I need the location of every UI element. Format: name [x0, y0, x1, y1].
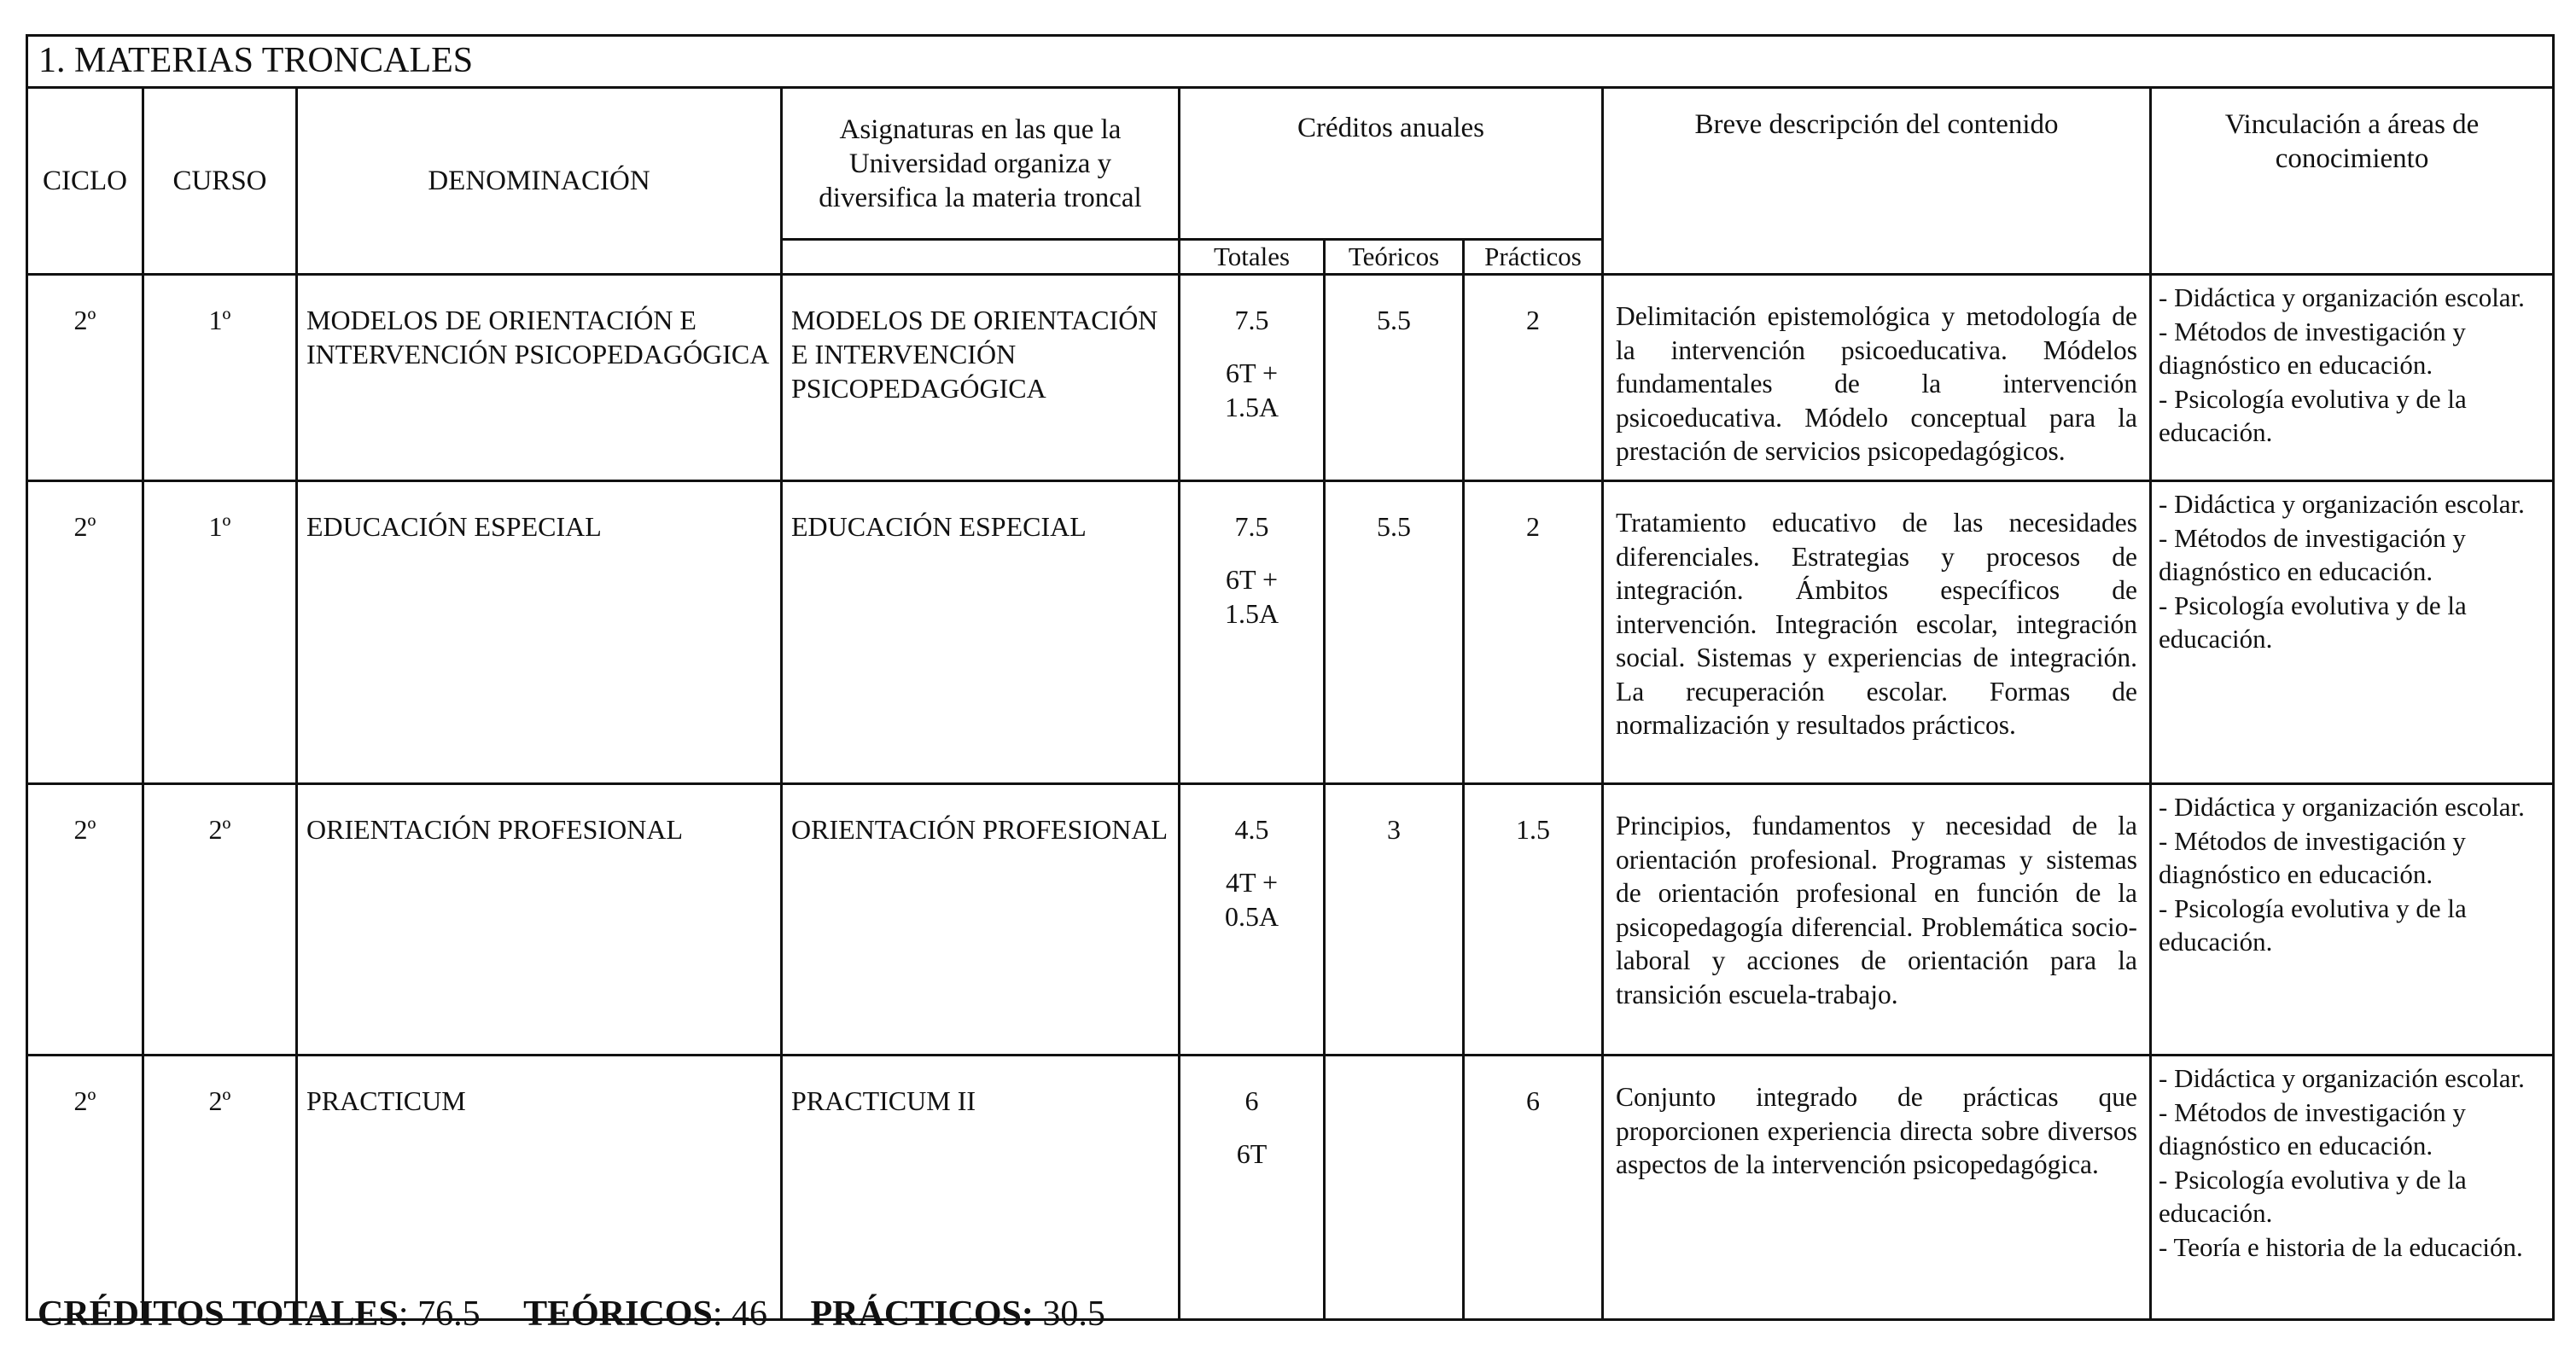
totales-value: 4.5 [1234, 814, 1269, 845]
document-page [26, 34, 2552, 1321]
curso-cell: 1º [143, 275, 297, 481]
ciclo-cell: 2º [27, 1056, 143, 1320]
denominacion-cell: ORIENTACIÓN PROFESIONAL [297, 784, 782, 1056]
header-totales: Totales [1180, 240, 1325, 275]
area-item: - Psicología evolutiva y de la educación. [2159, 1164, 2467, 1228]
ciclo-cell: 2º [27, 784, 143, 1056]
area-item: - Métodos de investigación y diagnóstico en educación. [2159, 825, 2466, 889]
header-teoricos: Teóricos [1325, 240, 1464, 275]
asignatura-cell: ORIENTACIÓN PROFESIONAL [782, 784, 1180, 1056]
teoricos-total-label: TEÓRICOS [523, 1294, 713, 1334]
totals-line [38, 1293, 1139, 1335]
area-item: - Métodos de investigación y diagnóstico en educación. [2159, 1096, 2466, 1160]
denominacion-cell: PRACTICUM [297, 1056, 782, 1320]
totales-detail-2: 0.5A [1224, 901, 1279, 932]
teoricos-total [523, 1294, 767, 1334]
practicos-cell: 2 [1464, 481, 1603, 784]
totales-detail-1: 4T + [1225, 867, 1278, 898]
section-title: 1. MATERIAS TRONCALES [27, 36, 2554, 88]
practicos-total [811, 1294, 1105, 1334]
header-row [27, 88, 2554, 240]
creditos-totales-value: : 76.5 [398, 1294, 481, 1334]
practicos-total-value: 30.5 [1033, 1294, 1105, 1334]
area-item: - Didáctica y organización escolar. [2159, 282, 2525, 312]
totales-cell [1180, 275, 1325, 481]
materias-table [26, 34, 2555, 1321]
teoricos-total-value: : 46 [712, 1294, 767, 1334]
area-item: - Psicología evolutiva y de la educación. [2159, 590, 2467, 654]
header-ciclo: CICLO [27, 88, 143, 275]
denominacion-cell: EDUCACIÓN ESPECIAL [297, 481, 782, 784]
descripcion-cell: Principios, fundamentos y necesidad de la orientación profesional. Programas y sistemas de orientación profesional en función de la psicopedagogía diferencial. Problemática socio-laboral y acciones de orientación para la transición escuela-trabajo. [1603, 784, 2151, 1056]
practicos-cell: 1.5 [1464, 784, 1603, 1056]
totales-value: 6 [1244, 1085, 1259, 1116]
area-item: - Psicología evolutiva y de la educación. [2159, 383, 2467, 447]
header-asignaturas: Asignaturas en las que la Universidad organiza y diversifica la materia troncal [782, 88, 1180, 240]
denominacion-cell: MODELOS DE ORIENTACIÓN E INTERVENCIÓN PSICOPEDAGÓGICA [297, 275, 782, 481]
table-row [27, 275, 2554, 481]
creditos-totales-label: CRÉDITOS TOTALES [38, 1294, 399, 1334]
totales-detail-1: 6T [1236, 1138, 1268, 1169]
table-row [27, 481, 2554, 784]
area-item: - Didáctica y organización escolar. [2159, 1063, 2525, 1093]
practicos-total-label: PRÁCTICOS: [810, 1294, 1034, 1334]
totales-cell [1180, 1056, 1325, 1320]
header-vinculacion: Vinculación a áreas de conocimiento [2151, 88, 2554, 275]
practicos-cell: 2 [1464, 275, 1603, 481]
teoricos-cell: 3 [1325, 784, 1464, 1056]
areas-cell [2151, 275, 2554, 481]
totales-detail-2: 1.5A [1224, 392, 1279, 422]
totales-cell [1180, 481, 1325, 784]
header-denominacion: DENOMINACIÓN [297, 88, 782, 275]
header-practicos: Prácticos [1464, 240, 1603, 275]
ciclo-cell: 2º [27, 481, 143, 784]
descripcion-cell: Conjunto integrado de prácticas que proporcionen experiencia directa sobre diversos aspectos de la intervención psicopedagógica. [1603, 1056, 2151, 1320]
creditos-totales [38, 1294, 481, 1334]
totales-value: 7.5 [1234, 511, 1269, 542]
teoricos-cell: 5.5 [1325, 481, 1464, 784]
area-item: - Didáctica y organización escolar. [2159, 489, 2525, 519]
ciclo-cell: 2º [27, 275, 143, 481]
descripcion-cell: Delimitación epistemológica y metodología de la intervención psicoeducativa. Módelos fundamentales de la intervención psicoeducativa. Módelo conceptual para la prestación de servicios psicopedagógicos. [1603, 275, 2151, 481]
header-creditos: Créditos anuales [1180, 88, 1603, 240]
area-item: - Didáctica y organización escolar. [2159, 792, 2525, 822]
areas-cell [2151, 481, 2554, 784]
teoricos-cell [1325, 1056, 1464, 1320]
areas-cell [2151, 784, 2554, 1056]
table-row [27, 784, 2554, 1056]
area-item: - Psicología evolutiva y de la educación. [2159, 893, 2467, 957]
header-descripcion: Breve descripción del contenido [1603, 88, 2151, 275]
totales-value: 7.5 [1234, 305, 1269, 335]
curso-cell: 2º [143, 1056, 297, 1320]
section-title-row [27, 36, 2554, 88]
descripcion-cell: Tratamiento educativo de las necesidades diferenciales. Estrategias y procesos de integración. Ámbitos específicos de intervención. Integración escolar, integración social. Sistemas y experiencias de integración. La recuperación escolar. Formas de normalización y resultados prácticos. [1603, 481, 2151, 784]
totales-detail-2: 1.5A [1224, 598, 1279, 629]
totales-detail-1: 6T + [1225, 564, 1278, 595]
header-curso: CURSO [143, 88, 297, 275]
totales-cell [1180, 784, 1325, 1056]
area-item: - Métodos de investigación y diagnóstico en educación. [2159, 316, 2466, 380]
practicos-cell: 6 [1464, 1056, 1603, 1320]
asignatura-cell: MODELOS DE ORIENTACIÓN E INTERVENCIÓN PSICOPEDAGÓGICA [782, 275, 1180, 481]
area-item: - Métodos de investigación y diagnóstico en educación. [2159, 522, 2466, 586]
teoricos-cell: 5.5 [1325, 275, 1464, 481]
asignatura-cell: PRACTICUM II [782, 1056, 1180, 1320]
areas-cell [2151, 1056, 2554, 1320]
header-asignaturas-blank [782, 240, 1180, 275]
asignatura-cell: EDUCACIÓN ESPECIAL [782, 481, 1180, 784]
curso-cell: 2º [143, 784, 297, 1056]
curso-cell: 1º [143, 481, 297, 784]
totales-detail-1: 6T + [1225, 358, 1278, 388]
table-row [27, 1056, 2554, 1320]
area-item: - Teoría e historia de la educación. [2159, 1231, 2523, 1262]
